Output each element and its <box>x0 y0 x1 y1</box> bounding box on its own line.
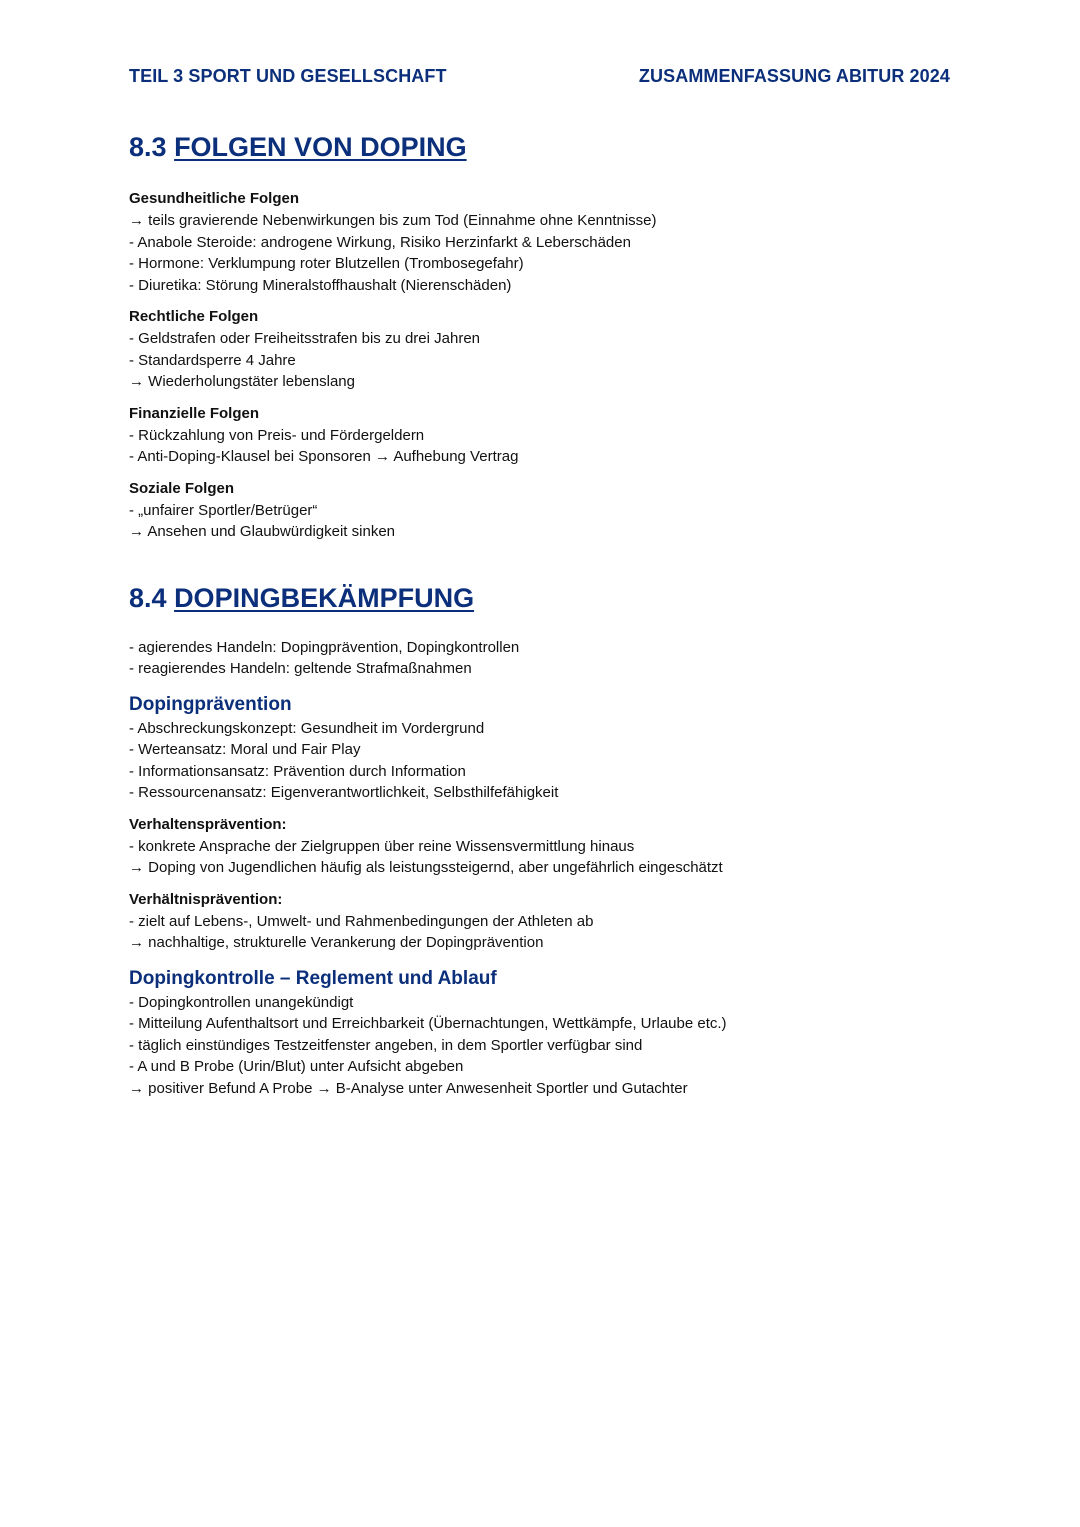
folgen-groups <box>129 188 969 543</box>
list-item: → Wiederholungstäter lebenslang <box>129 373 355 390</box>
list-item: - Anabole Steroide: androgene Wirkung, Risiko Herzinfarkt & Leberschäden <box>129 233 631 251</box>
header-left: TEIL 3 SPORT UND GESELLSCHAFT <box>129 66 447 86</box>
list-item: → Doping von Jugendlichen häufig als leistungssteigernd, aber ungefährlich eingeschätzt <box>129 859 723 876</box>
list-item: - zielt auf Lebens-, Umwelt- und Rahmenbedingungen der Athleten ab <box>129 912 594 930</box>
list-item: → Ansehen und Glaubwürdigkeit sinken <box>129 523 396 540</box>
list-item: - „unfairer Sportler/Betrüger“ <box>129 501 318 519</box>
list-item: - Anti-Doping-Klausel bei Sponsoren → Aufhebung Vertrag <box>129 448 519 465</box>
group-title: Verhältnisprävention: <box>129 890 283 908</box>
section-number: 8.4 <box>129 582 167 613</box>
list-item: - Diuretika: Störung Mineralstoffhaushalt (Nierenschäden) <box>129 276 512 294</box>
group-title: Gesundheitliche Folgen <box>129 190 300 207</box>
page-content <box>129 128 969 1109</box>
list-item: - Mitteilung Aufenthaltsort und Erreichbarkeit (Übernachtungen, Wettkämpfe, Urlaube etc.) <box>129 1015 727 1032</box>
section-heading-8-4 <box>129 579 969 617</box>
group-title: Rechtliche Folgen <box>129 308 259 325</box>
list-item: - Abschreckungskonzept: Gesundheit im Vordergrund <box>129 719 485 737</box>
list-item: - agierendes Handeln: Dopingprävention, Dopingkontrollen <box>129 638 520 656</box>
list-item: - Hormone: Verklumpung roter Blutzellen (Trombosegefahr) <box>129 255 524 272</box>
list-item: → nachhaltige, strukturelle Verankerung der Dopingprävention <box>129 934 544 951</box>
praevention-approaches <box>129 718 969 804</box>
list-item: - täglich einstündiges Testzeitfenster angeben, in dem Sportler verfügbar sind <box>129 1036 643 1054</box>
section-title: FOLGEN VON DOPING <box>174 132 467 162</box>
header-right: ZUSAMMENFASSUNG ABITUR 2024 <box>638 66 950 86</box>
group-title: Verhaltensprävention: <box>129 815 287 833</box>
group-verhaeltnispraevention <box>129 889 969 954</box>
list-item: - Werteansatz: Moral und Fair Play <box>129 741 361 758</box>
list-item: - Rückzahlung von Preis- und Fördergeldern <box>129 426 425 444</box>
group-soziale-folgen <box>129 478 969 543</box>
subheading-dopingpraevention: Dopingprävention <box>129 693 292 715</box>
list-item: → positiver Befund A Probe → B-Analyse unter Anwesenheit Sportler und Gutachter <box>129 1079 688 1097</box>
list-item: - Ressourcenansatz: Eigenverantwortlichkeit, Selbsthilfefähigkeit <box>129 784 559 801</box>
list-item: - A und B Probe (Urin/Blut) unter Aufsicht abgeben <box>129 1058 464 1075</box>
list-item: - Informationsansatz: Prävention durch Information <box>129 762 466 780</box>
list-item: → teils gravierende Nebenwirkungen bis zum Tod (Einnahme ohne Kenntnisse) <box>129 212 657 229</box>
section-number: 8.3 <box>129 132 167 162</box>
page-header <box>129 66 950 87</box>
group-verhaltenspraevention <box>129 814 969 879</box>
list-item: - konkrete Ansprache der Zielgruppen über reine Wissensvermittlung hinaus <box>129 837 635 855</box>
list-item: - Geldstrafen oder Freiheitsstrafen bis zu drei Jahren <box>129 330 480 347</box>
list-item: - reagierendes Handeln: geltende Strafmaßnahmen <box>129 660 472 677</box>
group-finanzielle-folgen <box>129 403 969 468</box>
section-title: DOPINGBEKÄMPFUNG <box>174 582 475 613</box>
bekaempfung-intro <box>129 637 969 680</box>
list-item: - Standardsperre 4 Jahre <box>129 351 296 369</box>
group-title: Soziale Folgen <box>129 479 235 497</box>
section-heading-8-3 <box>129 128 969 166</box>
group-gesundheitliche-folgen <box>129 188 969 296</box>
group-title: Finanzielle Folgen <box>129 404 260 422</box>
kontrolle-list <box>129 992 969 1100</box>
list-item: - Dopingkontrollen unangekündigt <box>129 993 354 1011</box>
group-rechtliche-folgen <box>129 306 969 393</box>
subheading-dopingkontrolle: Dopingkontrolle – Reglement und Ablauf <box>129 967 497 989</box>
